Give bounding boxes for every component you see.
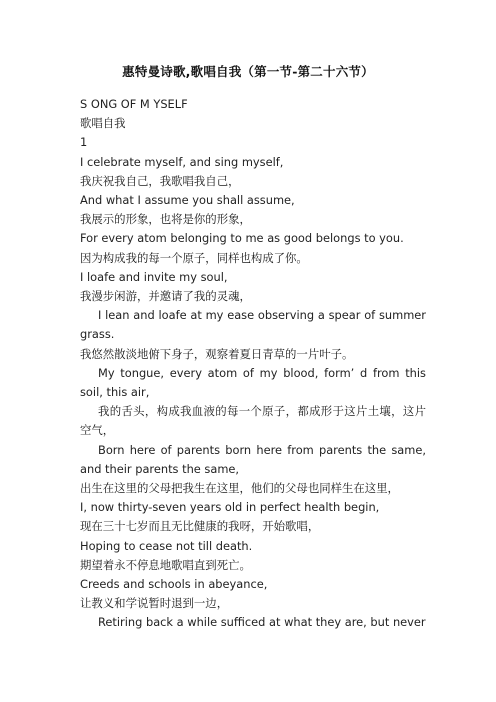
heading-en: S ONG OF M YSELF [80, 97, 188, 111]
document-title: 惠特曼诗歌,歌唱自我（第一节-第二十六节） [122, 64, 374, 79]
verse-line-zh: 我庆祝我自己，我歌唱我自己， [80, 173, 240, 188]
document-body [80, 95, 426, 633]
verse-paragraph-en: Born here of parents born here from parents the same, and their parents the same, [80, 442, 426, 476]
verse-line-en: Hoping to cease not till death. [80, 538, 253, 553]
verse-paragraph-en: I lean and loafe at my ease observing a spear of summer grass. [80, 308, 426, 342]
heading-zh: 歌唱自我 [80, 116, 126, 131]
verse-line-zh: 期望着永不停息地歌唱直到死亡。 [80, 557, 251, 572]
verse-line-en: Creeds and schools in abeyance, [80, 577, 268, 592]
verse-line-zh: 让教义和学说暂时退到一边， [80, 596, 229, 611]
verse-line-zh: 我悠然散淡地俯下身子，观察着夏日青草的一片叶子。 [80, 346, 354, 361]
verse-line-en: I celebrate myself, and sing myself, [80, 154, 284, 169]
verse-line-zh: 因为构成我的每一个原子，同样也构成了你。 [80, 250, 308, 265]
verse-paragraph-zh: 我的舌头，构成我血液的每一个原子，都成形于这片土壤，这片空气， [80, 404, 426, 438]
verse-line-en: I, now thirty-seven years old in perfect health begin, [80, 500, 380, 515]
verse-line-zh: 我展示的形象，也将是你的形象， [80, 212, 251, 227]
verse-paragraph-en: My tongue, every atom of my blood, form’ d from this soil, this air, [80, 365, 426, 400]
verse-line-en: I loafe and invite my soul, [80, 269, 228, 284]
verse-line-zh: 现在三十七岁而且无比健康的我呀，开始歌唱， [80, 519, 320, 534]
section-number: 1 [80, 135, 88, 150]
verse-paragraph-en: Retiring back a while sufficed at what they are, but never [98, 615, 426, 630]
verse-line-en: For every atom belonging to me as good belongs to you. [80, 231, 404, 246]
verse-line-zh: 我漫步闲游，并邀请了我的灵魂， [80, 289, 251, 304]
verse-line-zh: 出生在这里的父母把我生在这里，他们的父母也同样生在这里， [80, 481, 399, 496]
verse-line-en: And what I assume you shall assume, [80, 193, 295, 208]
